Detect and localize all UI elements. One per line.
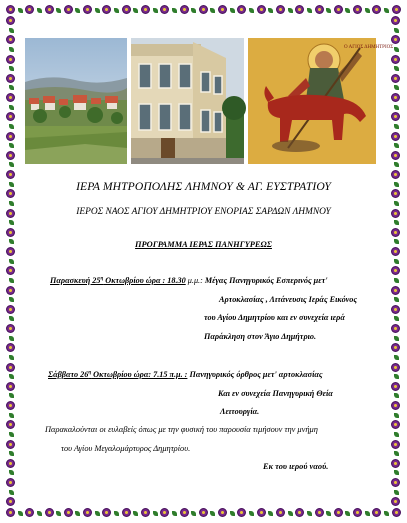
leaf-ornament-icon: [394, 105, 399, 110]
leaf-ornament-icon: [326, 8, 331, 13]
leaf-ornament-icon: [210, 8, 215, 13]
leaf-ornament-icon: [191, 8, 196, 13]
flower-ornament-icon: [391, 228, 400, 237]
leaf-ornament-icon: [9, 85, 14, 90]
flower-ornament-icon: [6, 247, 15, 256]
flower-ornament-icon: [334, 508, 343, 517]
flower-ornament-icon: [6, 508, 15, 517]
flower-ornament-icon: [25, 508, 34, 517]
flower-ornament-icon: [6, 16, 15, 25]
flower-ornament-icon: [391, 305, 400, 314]
flower-ornament-icon: [6, 74, 15, 83]
flower-ornament-icon: [6, 440, 15, 449]
closing-invitation-line-2: του Αγίου Μεγαλομάρτυρος Δημητρίου.: [61, 444, 191, 453]
leaf-ornament-icon: [210, 511, 215, 516]
saturday-event: Πανηγυρικός όρθρος μετ' αρτοκλασίας: [187, 370, 323, 379]
leaf-ornament-icon: [384, 511, 389, 516]
leaf-ornament-icon: [365, 511, 370, 516]
leaf-ornament-icon: [394, 162, 399, 167]
flower-ornament-icon: [64, 508, 73, 517]
flower-ornament-icon: [6, 112, 15, 121]
leaf-ornament-icon: [75, 8, 80, 13]
leaf-ornament-icon: [394, 47, 399, 52]
flower-ornament-icon: [353, 5, 362, 14]
flower-ornament-icon: [6, 5, 15, 14]
flower-ornament-icon: [391, 209, 400, 218]
flower-ornament-icon: [6, 459, 15, 468]
flower-ornament-icon: [276, 5, 285, 14]
leaf-ornament-icon: [9, 374, 14, 379]
leaf-ornament-icon: [394, 413, 399, 418]
friday-line-3: του Αγίου Δημητρίου και εν συνεχεία ιερά: [204, 313, 345, 322]
flower-ornament-icon: [257, 508, 266, 517]
leaf-ornament-icon: [230, 8, 235, 13]
flower-ornament-icon: [6, 478, 15, 487]
flower-ornament-icon: [45, 5, 54, 14]
flower-ornament-icon: [6, 132, 15, 141]
leaf-ornament-icon: [345, 8, 350, 13]
leaf-ornament-icon: [394, 28, 399, 33]
flower-ornament-icon: [45, 508, 54, 517]
flower-ornament-icon: [276, 508, 285, 517]
flower-ornament-icon: [391, 132, 400, 141]
leaf-ornament-icon: [9, 182, 14, 187]
leaf-ornament-icon: [394, 85, 399, 90]
leaf-ornament-icon: [307, 8, 312, 13]
floral-border-right: [391, 16, 401, 507]
floral-border-left: [6, 16, 16, 507]
friday-schedule-line: Παρασκευή $25^\eta$ Οκτωβρίου ώρα : 18.30 μ.μ.: Μέγας Πανηγυρικός Εσπερινός μετ': [50, 276, 328, 285]
flower-ornament-icon: [180, 5, 189, 14]
flower-ornament-icon: [237, 5, 246, 14]
leaf-ornament-icon: [394, 336, 399, 341]
leaf-ornament-icon: [133, 8, 138, 13]
leaf-ornament-icon: [288, 511, 293, 516]
signature: Εκ του ιερού ναού.: [263, 462, 329, 471]
leaf-ornament-icon: [394, 143, 399, 148]
leaf-ornament-icon: [37, 8, 42, 13]
leaf-ornament-icon: [9, 47, 14, 52]
program-title: ΠΡΟΓΡΑΜΜΑ ΙΕΡΑΣ ΠΑΝΗΓΥΡΕΩΣ: [135, 240, 272, 249]
floral-border-bottom: [6, 508, 401, 518]
leaf-ornament-icon: [394, 432, 399, 437]
flower-ornament-icon: [315, 5, 324, 14]
saint-icon-image: [248, 38, 394, 164]
flower-ornament-icon: [391, 420, 400, 429]
leaf-ornament-icon: [9, 124, 14, 129]
leaf-ornament-icon: [394, 66, 399, 71]
leaf-ornament-icon: [394, 239, 399, 244]
flower-ornament-icon: [392, 5, 401, 14]
leaf-ornament-icon: [268, 8, 273, 13]
leaf-ornament-icon: [9, 201, 14, 206]
leaf-ornament-icon: [249, 8, 254, 13]
leaf-ornament-icon: [9, 143, 14, 148]
leaf-ornament-icon: [394, 451, 399, 456]
flower-ornament-icon: [372, 5, 381, 14]
leaf-ornament-icon: [9, 470, 14, 475]
leaf-ornament-icon: [9, 432, 14, 437]
leaf-ornament-icon: [56, 511, 61, 516]
flower-ornament-icon: [83, 5, 92, 14]
flower-ornament-icon: [6, 55, 15, 64]
leaf-ornament-icon: [307, 511, 312, 516]
leaf-ornament-icon: [394, 316, 399, 321]
closing-invitation-line-1: Παρακαλούνται οι ευλαβείς όπως με την φυσική του παρουσία τιμήσουν την μνήμη: [45, 425, 318, 434]
flower-ornament-icon: [391, 343, 400, 352]
leaf-ornament-icon: [9, 490, 14, 495]
flower-ornament-icon: [6, 228, 15, 237]
saturday-line-2: Και εν συνεχεία Πανηγυρική Θεία: [218, 389, 333, 398]
flower-ornament-icon: [180, 508, 189, 517]
leaf-ornament-icon: [394, 124, 399, 129]
flower-ornament-icon: [391, 74, 400, 83]
flower-ornament-icon: [391, 440, 400, 449]
flower-ornament-icon: [102, 5, 111, 14]
flower-ornament-icon: [391, 497, 400, 506]
flower-ornament-icon: [6, 420, 15, 429]
flower-ornament-icon: [199, 508, 208, 517]
flower-ornament-icon: [6, 35, 15, 44]
flower-ornament-icon: [83, 508, 92, 517]
icon-caption: Ο ΑΓΙΟΣ ΔΗΜΗΤΡΙΟΣ: [344, 45, 394, 50]
leaf-ornament-icon: [133, 511, 138, 516]
leaf-ornament-icon: [394, 393, 399, 398]
saturday-line-3: Λειτουργία.: [220, 407, 260, 416]
flower-ornament-icon: [391, 478, 400, 487]
leaf-ornament-icon: [288, 8, 293, 13]
flower-ornament-icon: [391, 324, 400, 333]
leaf-ornament-icon: [394, 278, 399, 283]
leaf-ornament-icon: [394, 490, 399, 495]
leaf-ornament-icon: [18, 8, 23, 13]
leaf-ornament-icon: [365, 8, 370, 13]
leaf-ornament-icon: [9, 297, 14, 302]
leaf-ornament-icon: [9, 259, 14, 264]
flower-ornament-icon: [391, 401, 400, 410]
leaf-ornament-icon: [394, 470, 399, 475]
leaf-ornament-icon: [75, 511, 80, 516]
leaf-ornament-icon: [56, 8, 61, 13]
friday-line-4: Παράκληση στον Άγιο Δημήτριο.: [204, 332, 317, 341]
flower-ornament-icon: [6, 401, 15, 410]
leaf-ornament-icon: [9, 105, 14, 110]
leaf-ornament-icon: [268, 511, 273, 516]
leaf-ornament-icon: [230, 511, 235, 516]
flower-ornament-icon: [372, 508, 381, 517]
leaf-ornament-icon: [394, 259, 399, 264]
flower-ornament-icon: [391, 16, 400, 25]
leaf-ornament-icon: [9, 66, 14, 71]
leaf-ornament-icon: [394, 220, 399, 225]
leaf-ornament-icon: [114, 8, 119, 13]
flower-ornament-icon: [6, 324, 15, 333]
flower-ornament-icon: [391, 459, 400, 468]
flower-ornament-icon: [6, 93, 15, 102]
leaf-ornament-icon: [191, 511, 196, 516]
leaf-ornament-icon: [345, 511, 350, 516]
flower-ornament-icon: [391, 363, 400, 372]
leaf-ornament-icon: [18, 511, 23, 516]
church-heading: ΙΕΡΟΣ ΝΑΟΣ ΑΓΙΟΥ ΔΗΜΗΤΡΙΟΥ ΕΝΟΡΙΑΣ ΣΑΡΔΩΝ ΛΗΜΝΟΥ: [76, 207, 331, 217]
saturday-schedule-line: [48, 370, 323, 379]
flower-ornament-icon: [315, 508, 324, 517]
leaf-ornament-icon: [95, 8, 100, 13]
flower-ornament-icon: [25, 5, 34, 14]
leaf-ornament-icon: [394, 297, 399, 302]
leaf-ornament-icon: [9, 413, 14, 418]
leaf-ornament-icon: [95, 511, 100, 516]
flower-ornament-icon: [6, 189, 15, 198]
leaf-ornament-icon: [9, 278, 14, 283]
flower-ornament-icon: [6, 363, 15, 372]
leaf-ornament-icon: [37, 511, 42, 516]
saturday-date: Σάββατο $26^\eta$ Οκτωβρίου ώρα: 7.15 π.μ. :: [48, 370, 188, 379]
flower-ornament-icon: [391, 382, 400, 391]
flower-ornament-icon: [391, 286, 400, 295]
leaf-ornament-icon: [326, 511, 331, 516]
flower-ornament-icon: [6, 343, 15, 352]
leaf-ornament-icon: [9, 239, 14, 244]
flower-ornament-icon: [391, 55, 400, 64]
flower-ornament-icon: [334, 5, 343, 14]
leaf-ornament-icon: [9, 28, 14, 33]
flower-ornament-icon: [160, 5, 169, 14]
floral-border-top: [6, 5, 401, 15]
friday-event: Μέγας Πανηγυρικός Εσπερινός μετ': [204, 276, 328, 285]
leaf-ornament-icon: [9, 393, 14, 398]
flower-ornament-icon: [295, 508, 304, 517]
flower-ornament-icon: [218, 5, 227, 14]
flower-ornament-icon: [102, 508, 111, 517]
flower-ornament-icon: [391, 247, 400, 256]
flower-ornament-icon: [141, 5, 150, 14]
flower-ornament-icon: [391, 35, 400, 44]
flower-ornament-icon: [391, 170, 400, 179]
flower-ornament-icon: [122, 508, 131, 517]
leaf-ornament-icon: [153, 8, 158, 13]
leaf-ornament-icon: [9, 162, 14, 167]
flower-ornament-icon: [391, 189, 400, 198]
flower-ornament-icon: [6, 305, 15, 314]
leaf-ornament-icon: [172, 8, 177, 13]
flower-ornament-icon: [64, 5, 73, 14]
flower-ornament-icon: [6, 382, 15, 391]
village-photo: [25, 38, 127, 164]
leaf-ornament-icon: [384, 8, 389, 13]
leaf-ornament-icon: [394, 182, 399, 187]
flower-ornament-icon: [6, 266, 15, 275]
flower-ornament-icon: [6, 497, 15, 506]
flower-ornament-icon: [6, 286, 15, 295]
flower-ornament-icon: [392, 508, 401, 517]
leaf-ornament-icon: [249, 511, 254, 516]
metropolis-heading: ΙΕΡΑ ΜΗΤΡΟΠΟΛΗΣ ΛΗΜΝΟΥ & ΑΓ. ΕΥΣΤΡΑΤΙΟΥ: [76, 180, 331, 193]
flower-ornament-icon: [391, 93, 400, 102]
leaf-ornament-icon: [394, 201, 399, 206]
flower-ornament-icon: [6, 151, 15, 160]
leaf-ornament-icon: [394, 374, 399, 379]
leaf-ornament-icon: [9, 316, 14, 321]
flower-ornament-icon: [257, 5, 266, 14]
flower-ornament-icon: [122, 5, 131, 14]
flower-ornament-icon: [199, 5, 208, 14]
leaf-ornament-icon: [114, 511, 119, 516]
flower-ornament-icon: [141, 508, 150, 517]
flower-ornament-icon: [353, 508, 362, 517]
flower-ornament-icon: [6, 170, 15, 179]
leaf-ornament-icon: [394, 355, 399, 360]
leaf-ornament-icon: [9, 355, 14, 360]
flower-ornament-icon: [391, 112, 400, 121]
flower-ornament-icon: [218, 508, 227, 517]
flower-ornament-icon: [160, 508, 169, 517]
church-photo: [131, 38, 244, 164]
leaf-ornament-icon: [153, 511, 158, 516]
flower-ornament-icon: [391, 151, 400, 160]
flower-ornament-icon: [391, 266, 400, 275]
leaf-ornament-icon: [9, 451, 14, 456]
leaf-ornament-icon: [9, 220, 14, 225]
leaf-ornament-icon: [9, 336, 14, 341]
friday-date: Παρασκευή $25^\eta$ Οκτωβρίου ώρα : 18.30: [50, 276, 186, 285]
flower-ornament-icon: [237, 508, 246, 517]
friday-line-2: Αρτοκλασίας , Λιτάνευσις Ιεράς Εικόνος: [219, 295, 358, 304]
flower-ornament-icon: [6, 209, 15, 218]
leaf-ornament-icon: [172, 511, 177, 516]
flower-ornament-icon: [295, 5, 304, 14]
